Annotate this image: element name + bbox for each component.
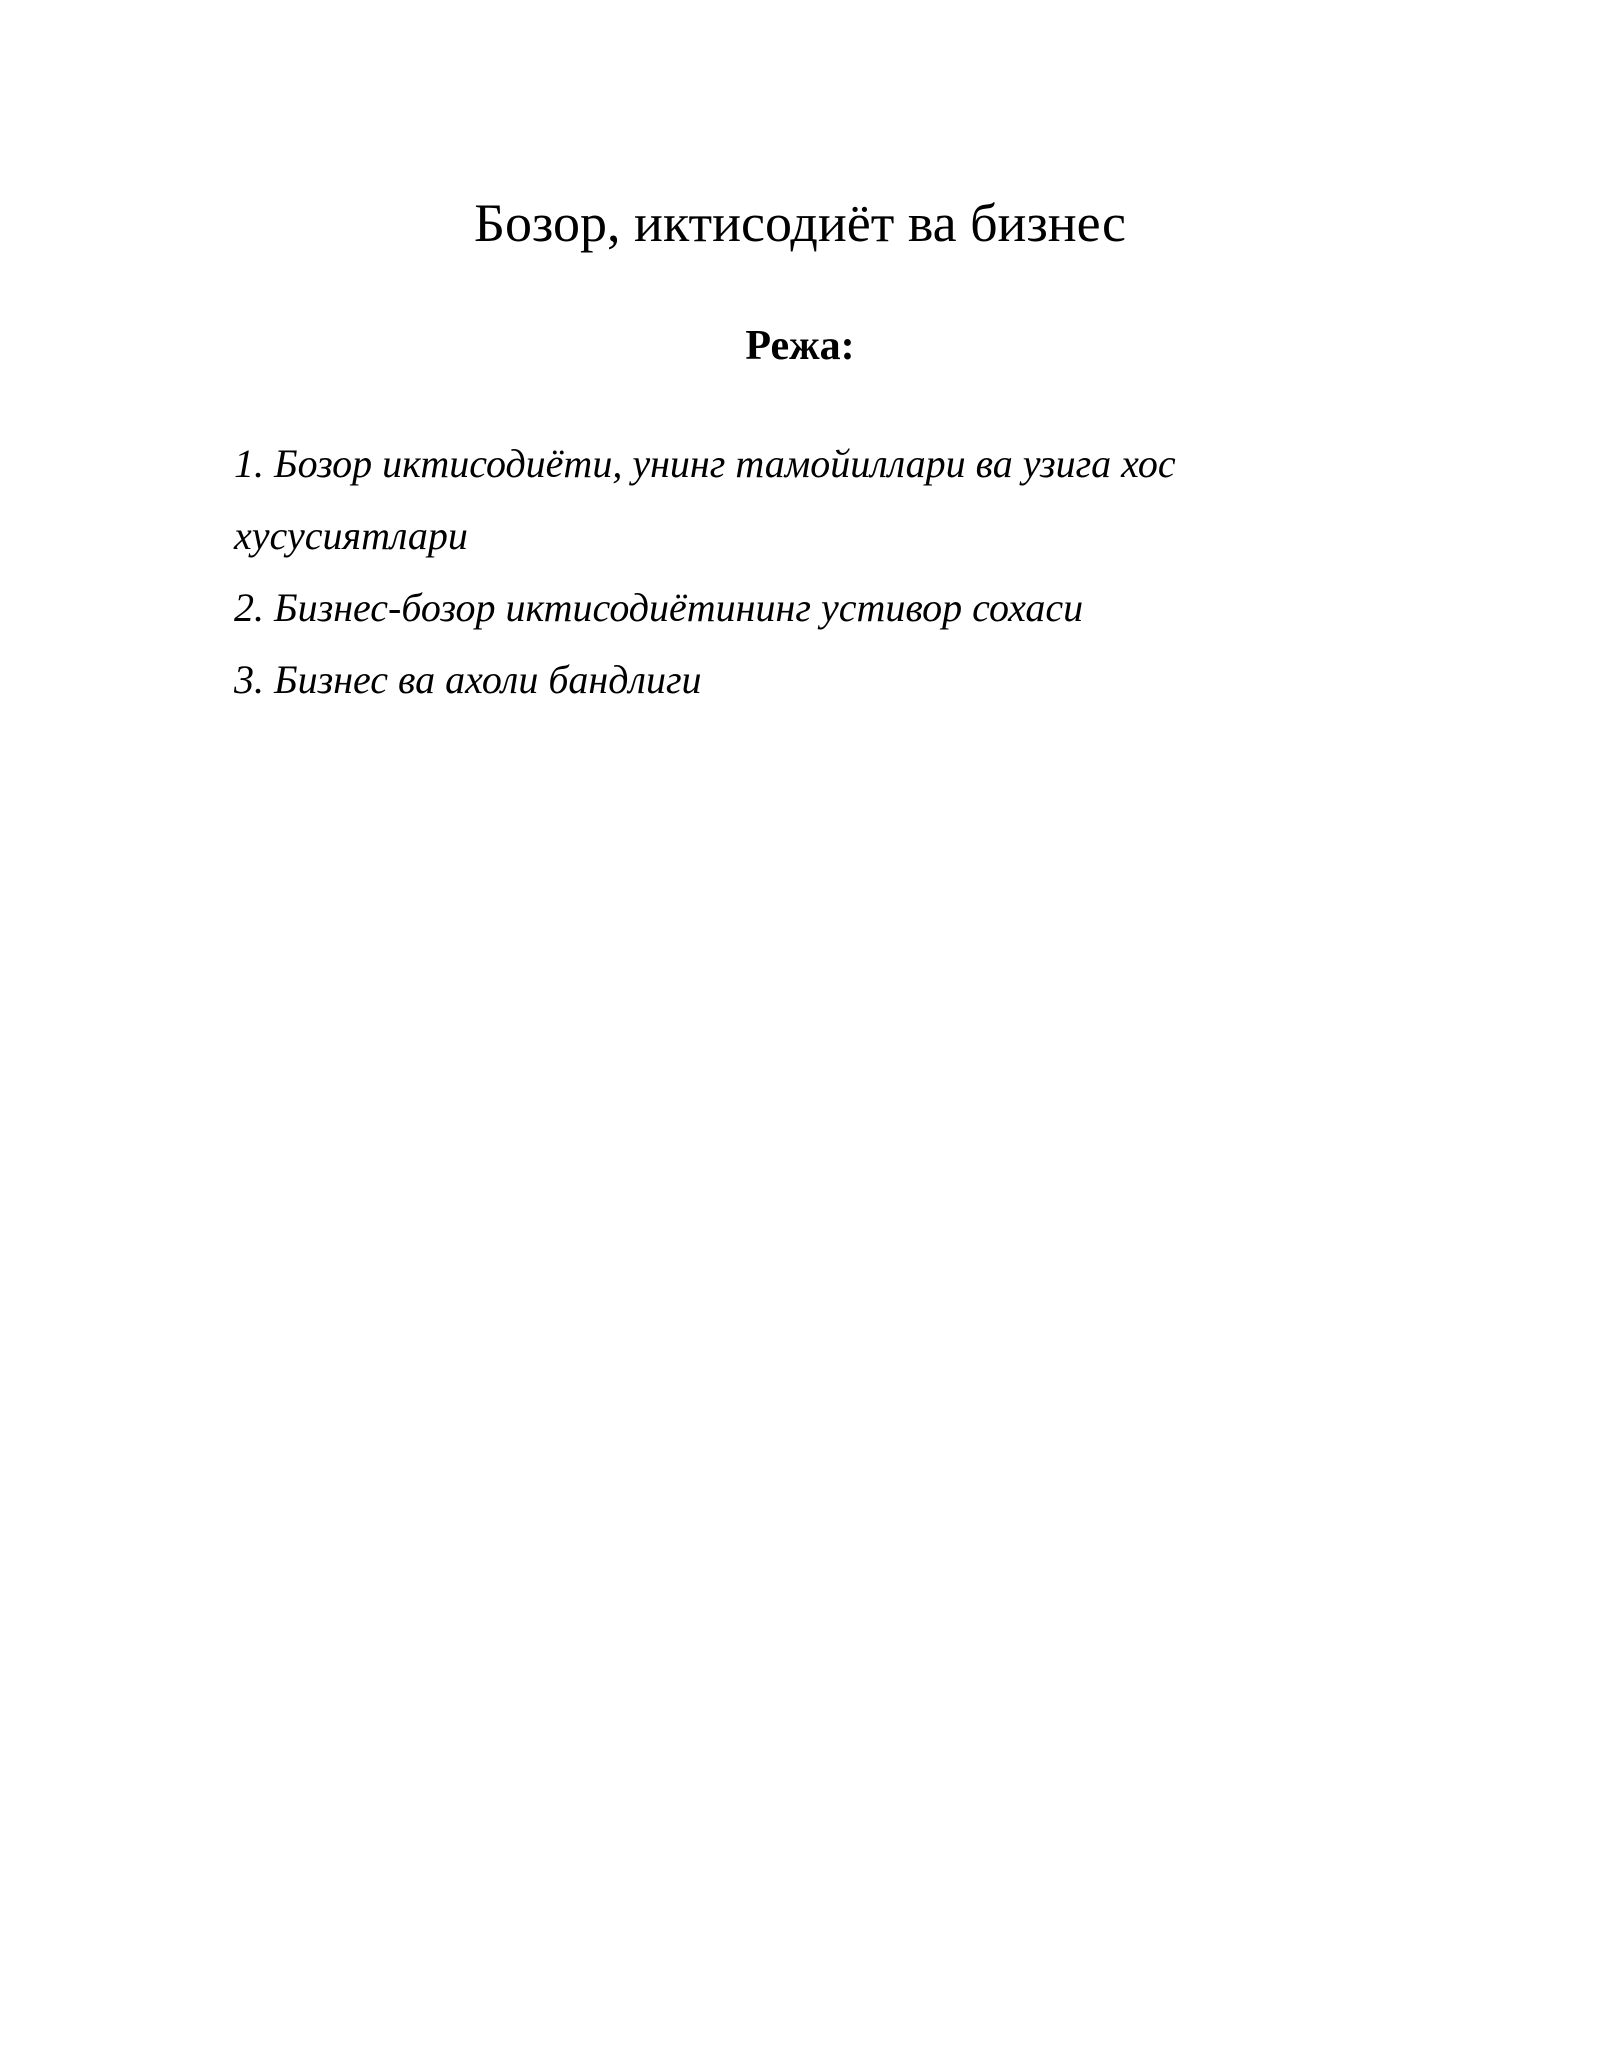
plan-item-2: 2. Бизнес-бозор иктисодиётининг устивор сохаси bbox=[234, 585, 1084, 630]
plan-list bbox=[234, 428, 1254, 716]
document-title: Бозор, иктисодиёт ва бизнес bbox=[474, 193, 1126, 253]
plan-item-1: 1. Бозор иктисодиёти, унинг тамойиллари ва узига хос хусусиятлари bbox=[234, 441, 1176, 558]
plan-heading: Режа: bbox=[745, 323, 855, 369]
plan-item-3: 3. Бизнес ва ахоли бандлиги bbox=[234, 657, 702, 702]
